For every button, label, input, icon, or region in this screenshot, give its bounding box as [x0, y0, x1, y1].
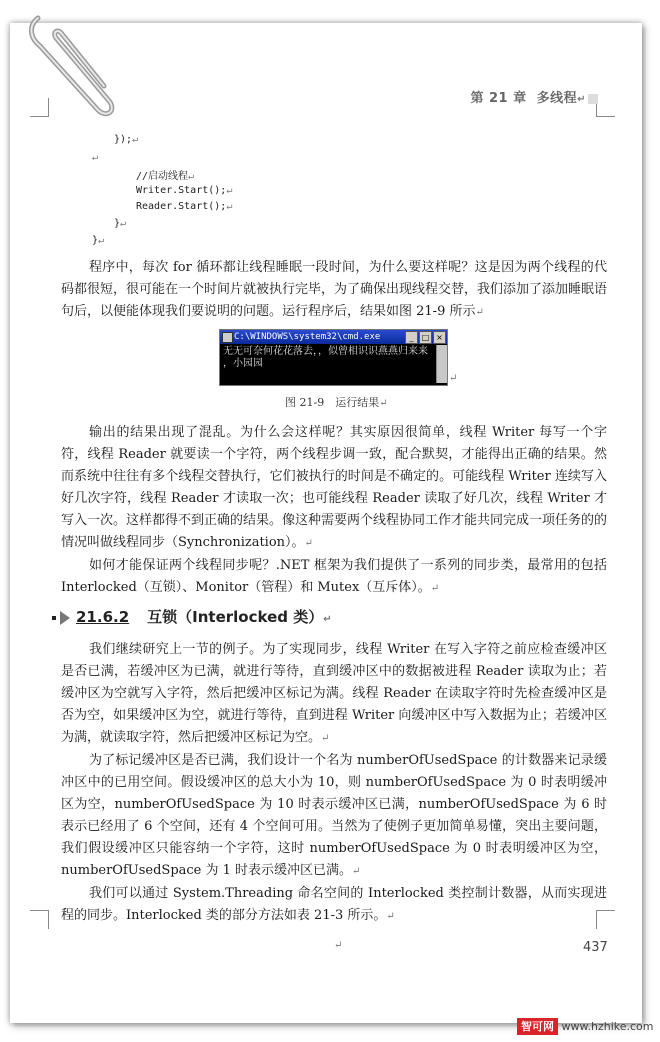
- header-marker-icon: [588, 94, 598, 104]
- paragraph: 我们继续研究上一节的例子。为了实现同步，线程 Writer 在写入字符之前应检查缓冲区是否已满，若缓冲区为已满，就进行等待，直到缓冲区中的数据被进程 Reader 读取为止；若缓冲区为空就写入字符，然后把缓冲区标记为满。线程 Reader 在读取字符时先检查缓冲区是否为空，如果缓冲区为空，就进行等待，直到进程 Writer 向缓冲区中写入数据为止；若缓冲区为满，就读取字符，然后把缓冲区标记为空。↵ 为了标记缓冲区是否已满，我们设计一个名为 numberOfUsedSpace 的计数器来记录缓冲区中的已用空间。假设缓冲区的总大小为 10，则 numberOfUsedSpace 为 0 时表明缓冲区为空，numberOfUsedSpace 为 10 时表示缓冲区已满，numberOfUsedSpace 为 6 时表示已经用了 6 个空间，还有 4 个空间可用。当然为了使例子更加简单易懂，突出主要问题，我们假设缓冲区只能容纳一个字符，这时 numberOfUsedSpace 为 0 时表明缓冲区为空，numberOfUsedSpace 为 1 时表示缓冲区已满。↵ 我们可以通过 System.Threading 命名空间的 Interlocked 类控制计数器，从而实现进程的同步。Interlocked 类的部分方法如表 21-3 所示。↵: [61, 642, 607, 923]
- figure-caption: 图 21-9 运行结果↵: [285, 396, 388, 409]
- code-line: Reader.Start();↵: [136, 201, 233, 212]
- chapter-number: 第 21 章: [470, 91, 527, 106]
- section-title: 互锁（Interlocked 类）: [147, 608, 324, 626]
- code-line: Writer.Start();↵: [136, 185, 233, 196]
- section-bullet-icon: [52, 616, 56, 620]
- section-heading: 21.6.2 互锁（Interlocked 类）↵: [52, 606, 332, 627]
- watermark-url: www.hzhike.com: [561, 1020, 654, 1033]
- console-output: 无无可奈何花花落去，，似曾相识识燕燕归来来 ，小园园: [223, 346, 428, 369]
- console-scrollbar: [436, 345, 447, 383]
- code-line: });↵: [114, 134, 139, 145]
- watermark: [517, 1018, 657, 1038]
- crop-mark-top-right: [596, 98, 615, 117]
- code-line: //启动线程↵: [136, 171, 195, 182]
- close-icon: ×: [433, 331, 446, 344]
- running-header: 第 21 章 多线程↵: [470, 87, 598, 106]
- code-line: }↵: [92, 235, 105, 246]
- page-number: 437: [583, 940, 608, 955]
- maximize-icon: □: [419, 331, 432, 344]
- paragraph: 程序中，每次 for 循环都让线程睡眠一段时间，为什么要这样呢？这是因为两个线程的代码都很短，很可能在一个时间片就被执行完毕，为了确保出现线程交替，我们添加了添加睡眠语句后，以便能体现我们要说明的问题。运行程序后，结果如图 21-9 所示↵: [61, 260, 608, 319]
- crop-mark-top-left: [30, 98, 49, 117]
- chapter-title: 多线程: [536, 91, 578, 106]
- cmd-icon: [222, 332, 233, 343]
- console-window: [219, 329, 448, 386]
- minimize-icon: _: [405, 331, 418, 344]
- code-line: }↵: [114, 218, 127, 229]
- console-titlebar: [220, 330, 447, 344]
- code-line: ↵: [92, 152, 99, 163]
- triangle-icon: [60, 611, 70, 625]
- section-number: 21.6.2: [76, 608, 130, 626]
- crop-mark-bottom-left: [30, 910, 49, 929]
- paragraph: 输出的结果出现了混乱。为什么会这样呢？其实原因很简单，线程 Writer 每写一个字符，线程 Reader 就要读一个字符，两个线程步调一致，配合默契，才能得出正确的结果。然而系统中往往有多个线程交替执行，它们被执行的时间是不确定的。可能线程 Writer 连续写入好几次字符，线程 Reader 才读取一次；也可能线程 Reader 读取了好几次，线程 Writer 才写入一次。这样都得不到正确的结果。像这种需要两个线程协同工作才能共同完成一项任务的的情况叫做线程同步（Synchronization）。↵ 如何才能保证两个线程同步呢？.NET 框架为我们提供了一系列的同步类，最常用的包括 Interlocked（互锁）、Monitor（管程）和 Mutex（互斥体）。↵: [61, 425, 608, 595]
- watermark-site: 智可网: [517, 1018, 558, 1035]
- console-title: C:\WINDOWS\system32\cmd.exe: [234, 332, 381, 342]
